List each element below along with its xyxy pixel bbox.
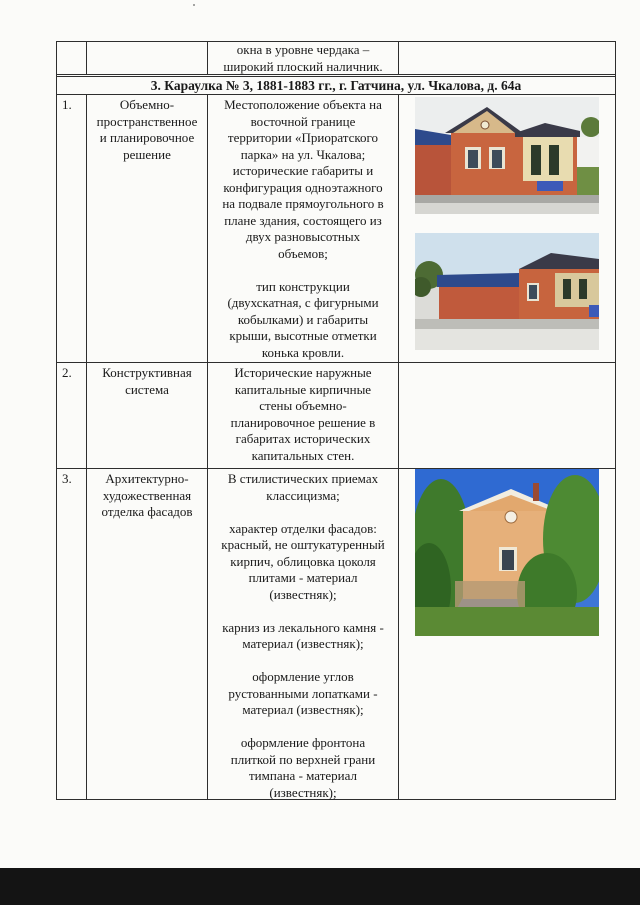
row-2-number: 2. [62, 365, 72, 380]
continuation-line-1: окна в уровне чердака – [236, 42, 370, 57]
row-3-paragraph-2: характер отделки фасадов: красный, не оштукатуренный кирпич, облицовка цоколя плитами - материал (известняк); [221, 520, 385, 602]
row-1-paragraph-1: Местоположение объекта на восточной границе территории «Приоратского парка» на ул. Чкалова; исторические габариты и конфигурация одноэтажного на подвале прямоугольного в плане здания, состоящего из двух разновысотных объемов; [222, 97, 384, 261]
row-3-name: Архитектурно- художественная отделка фасадов [101, 471, 193, 519]
building-photo-2 [415, 233, 599, 350]
row-3-paragraph-3: карниз из лекального камня - материал (известняк); [222, 619, 384, 651]
row-3-description [208, 471, 398, 801]
row-1-paragraph-2: тип конструкции (двухскатная, с фигурными кобылками) и габариты крыши, высотные отметки конька кровли. [227, 278, 379, 360]
row-1-description [208, 97, 398, 361]
scan-border [0, 868, 640, 905]
row-1-name: Объемно- пространственное и планировочное решение [96, 97, 198, 162]
continuation-text [208, 42, 398, 75]
continuation-line-2: широкий плоский наличник. [223, 58, 383, 74]
scan-speck [193, 4, 195, 6]
building-photo-1 [415, 97, 599, 214]
row-3-number: 3. [62, 471, 72, 486]
row-3-paragraph-1: В стилистических приемах классицизма; [227, 471, 379, 503]
row-2-paragraph-1: Исторические наружные капитальные кирпичные стены объемно- планировочное решение в габаритах исторических капитальных стен. [230, 365, 376, 463]
row-2-name: Конструктивная система [102, 365, 192, 397]
row-2-description [208, 365, 398, 464]
row-3-paragraph-5: оформление фронтона плиткой по верхней грани тимпана - материал (известняк); [230, 735, 376, 800]
row-1-number: 1. [62, 97, 72, 112]
section-heading: 3. Караулка № 3, 1881-1883 гг., г. Гатчина, ул. Чкалова, д. 64а [150, 78, 522, 93]
building-photo-3 [415, 469, 599, 636]
row-3-paragraph-4: оформление углов рустованными лопатками - материал (известняк); [228, 669, 378, 717]
